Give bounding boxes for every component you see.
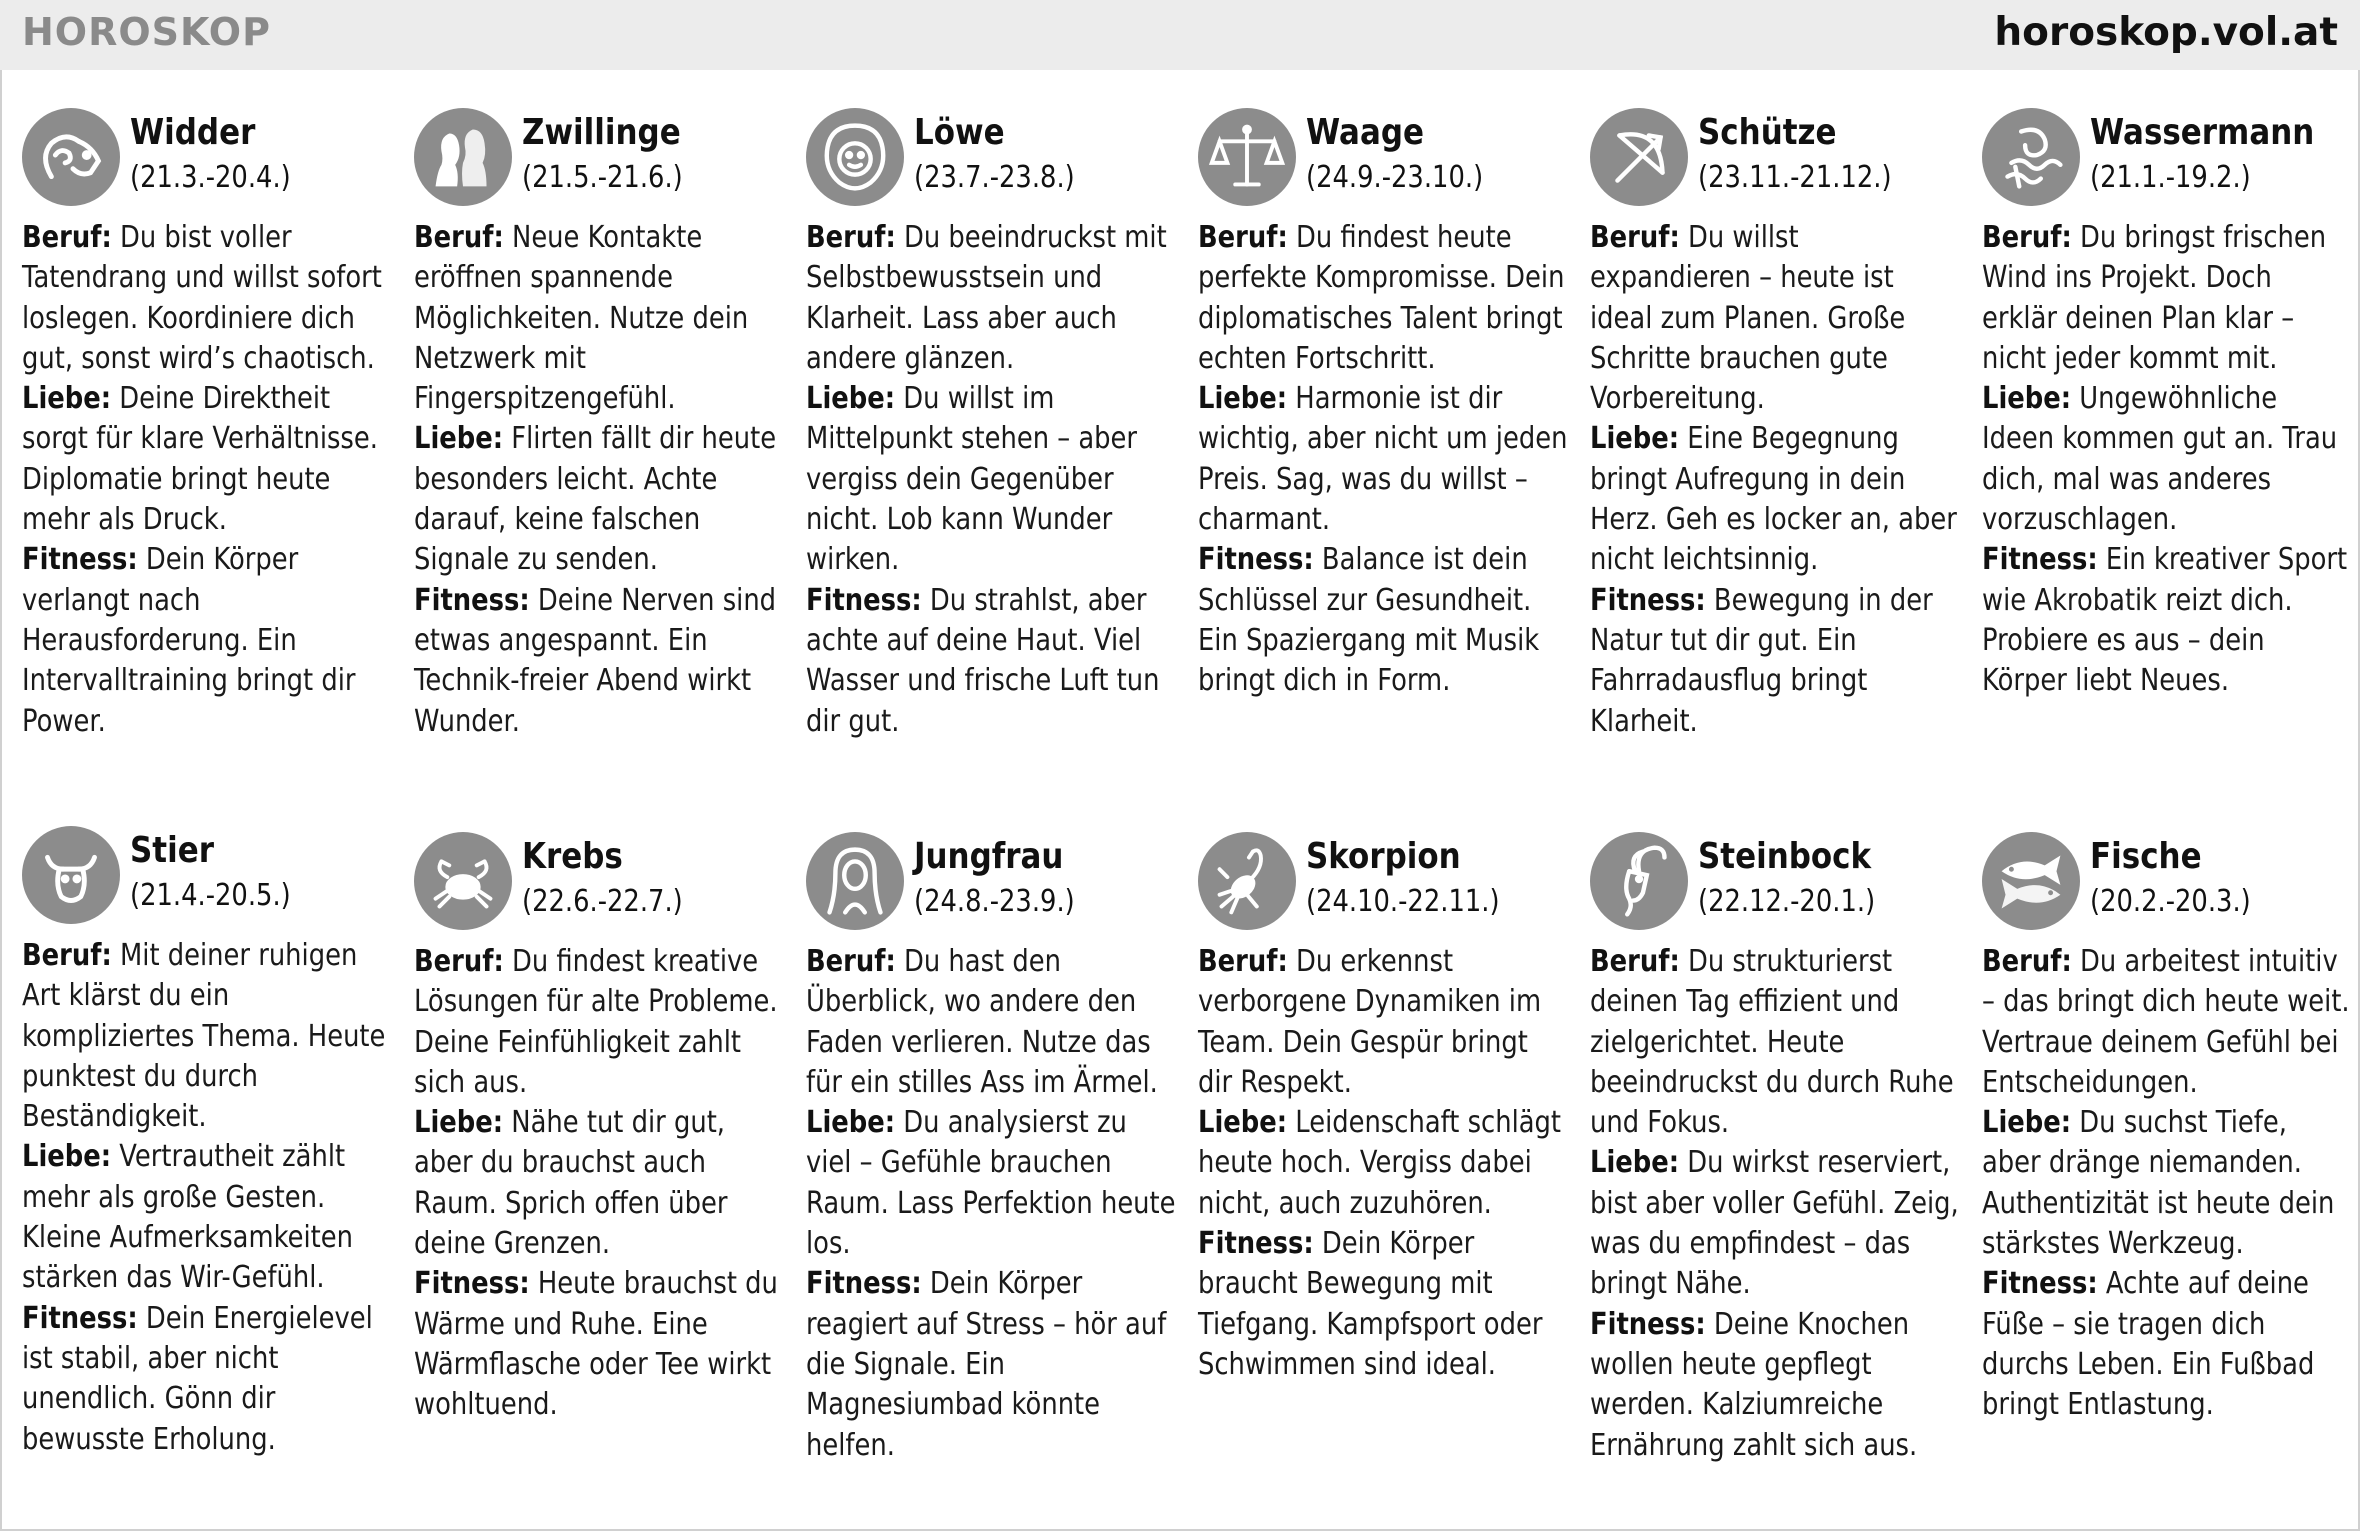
sign-name: Skorpion xyxy=(1306,836,1461,877)
sign-dates: (21.3.-20.4.) xyxy=(130,160,291,195)
header-bar xyxy=(0,0,2360,70)
sign-text xyxy=(1590,218,1960,742)
text-beruf: Du bist voller Tatendrang und willst sofort loslegen. Koordiniere dich gut, sonst wird’s chaotisch. xyxy=(22,220,382,376)
label-liebe: Liebe: xyxy=(806,381,896,417)
sign-text xyxy=(22,936,392,1460)
sign-dates: (24.9.-23.10.) xyxy=(1306,160,1484,195)
sign-name: Löwe xyxy=(914,112,1005,153)
text-liebe: Deine Direktheit sorgt für klare Verhältnisse. Diplomatie bringt heute mehr als Druck. xyxy=(22,381,378,538)
label-fitness: Fitness: xyxy=(1590,1306,1706,1342)
text-liebe: Eine Begegnung bringt Aufregung in dein Herz. Geh es locker an, aber nicht leichtsinnig. xyxy=(1590,421,1957,578)
label-beruf: Beruf: xyxy=(806,220,896,255)
sign-text xyxy=(414,218,784,742)
label-liebe: Liebe: xyxy=(806,1105,896,1141)
text-liebe: Ungewöhnliche Ideen kommen gut an. Trau dich, mal was anderes vorzuschlagen. xyxy=(1982,381,2338,538)
label-liebe: Liebe: xyxy=(22,381,112,417)
text-fitness: Deine Nerven sind etwas angespannt. Ein Technik-freier Abend wirkt Wunder. xyxy=(414,582,777,739)
sign-text xyxy=(414,942,784,1426)
text-liebe: Du willst im Mittelpunkt stehen – aber vergiss dein Gegenüber nicht. Lob kann Wunder wirken. xyxy=(806,381,1138,578)
sign-text xyxy=(1982,218,2352,702)
label-fitness: Fitness: xyxy=(22,542,138,578)
label-liebe: Liebe: xyxy=(1982,1105,2072,1141)
label-beruf: Beruf: xyxy=(1590,944,1680,979)
label-beruf: Beruf: xyxy=(1198,220,1288,255)
label-fitness: Fitness: xyxy=(22,1300,138,1336)
text-fitness: Ein kreativer Sport wie Akrobatik reizt dich. Probiere es aus – dein Körper liebt Neues. xyxy=(1982,542,2348,699)
label-liebe: Liebe: xyxy=(1590,421,1680,457)
sign-text xyxy=(806,942,1176,1466)
virgin-icon xyxy=(806,832,904,930)
text-fitness: Balance ist dein Schlüssel zur Gesundheit. Ein Spaziergang mit Musik bringt dich in Form. xyxy=(1198,542,1540,699)
text-beruf: Du findest kreative Lösungen für alte Probleme. Deine Feinfühligkeit zahlt sich aus. xyxy=(414,944,778,1100)
sign-dates: (24.10.-22.11.) xyxy=(1306,884,1500,919)
scales-icon xyxy=(1198,108,1296,206)
sign-dates: (22.12.-20.1.) xyxy=(1698,884,1876,919)
label-liebe: Liebe: xyxy=(1590,1145,1680,1181)
label-liebe: Liebe: xyxy=(1198,1105,1288,1141)
text-liebe: Leidenschaft schlägt heute hoch. Vergiss dabei nicht, auch zuzuhören. xyxy=(1198,1105,1562,1221)
fish-icon xyxy=(1982,832,2080,930)
text-beruf: Du willst expandieren – heute ist ideal zum Planen. Große Schritte brauchen gute Vorbereitung. xyxy=(1590,220,1906,417)
label-liebe: Liebe: xyxy=(1198,381,1288,417)
label-beruf: Beruf: xyxy=(1590,220,1680,255)
scorpion-icon xyxy=(1198,832,1296,930)
text-fitness: Dein Energielevel ist stabil, aber nicht unendlich. Gönn dir bewusste Erholung. xyxy=(22,1300,373,1457)
lion-icon xyxy=(806,108,904,206)
sign-dates: (20.2.-20.3.) xyxy=(2090,884,2251,919)
label-beruf: Beruf: xyxy=(1982,944,2072,979)
sign-name: Wassermann xyxy=(2090,112,2315,153)
water-bearer-icon xyxy=(1982,108,2080,206)
label-fitness: Fitness: xyxy=(414,582,530,618)
label-fitness: Fitness: xyxy=(1198,542,1314,578)
label-liebe: Liebe: xyxy=(414,1105,504,1141)
sign-text xyxy=(1198,942,1568,1385)
label-fitness: Fitness: xyxy=(1982,542,2098,578)
sign-name: Steinbock xyxy=(1698,836,1872,877)
text-fitness: Dein Körper reagiert auf Stress – hör auf die Signale. Ein Magnesiumbad könnte helfen. xyxy=(806,1266,1167,1463)
site-url[interactable]: horoskop.vol.at xyxy=(1994,10,2338,55)
sign-text xyxy=(1198,218,1568,702)
sign-name: Jungfrau xyxy=(914,836,1064,877)
text-fitness: Dein Körper braucht Bewegung mit Tiefgang. Kampfsport oder Schwimmen sind ideal. xyxy=(1198,1226,1543,1382)
label-beruf: Beruf: xyxy=(1982,220,2072,255)
label-fitness: Fitness: xyxy=(806,1266,922,1302)
label-beruf: Beruf: xyxy=(414,944,504,979)
text-liebe: Nähe tut dir gut, aber du brauchst auch Raum. Sprich offen über deine Grenzen. xyxy=(414,1105,728,1262)
crab-icon xyxy=(414,832,512,930)
sign-name: Schütze xyxy=(1698,112,1837,153)
text-fitness: Dein Körper verlangt nach Herausforderung. Ein Intervalltraining bringt dir Power. xyxy=(22,542,356,739)
archer-bow-icon xyxy=(1590,108,1688,206)
sign-dates: (23.7.-23.8.) xyxy=(914,160,1075,195)
text-liebe: Harmonie ist dir wichtig, aber nicht um jeden Preis. Sag, was du willst – charmant. xyxy=(1198,381,1568,538)
text-beruf: Du arbeitest intuitiv – das bringt dich heute weit. Vertraue deinem Gefühl bei Entscheidungen. xyxy=(1982,944,2350,1100)
text-liebe: Du analysierst zu viel – Gefühle brauchen Raum. Lass Perfektion heute los. xyxy=(806,1105,1176,1262)
sign-dates: (22.6.-22.7.) xyxy=(522,884,683,919)
text-fitness: Achte auf deine Füße – sie tragen dich durchs Leben. Ein Fußbad bringt Entlastung. xyxy=(1982,1266,2315,1423)
sign-dates: (21.1.-19.2.) xyxy=(2090,160,2251,195)
sign-dates: (21.4.-20.5.) xyxy=(130,878,291,913)
label-liebe: Liebe: xyxy=(1982,381,2072,417)
label-beruf: Beruf: xyxy=(22,938,112,973)
text-beruf: Du bringst frischen Wind ins Projekt. Doch erklär deinen Plan klar – nicht jeder kommt mit. xyxy=(1982,220,2327,376)
text-beruf: Neue Kontakte eröffnen spannende Möglichkeiten. Nutze dein Netzwerk mit Fingerspitzengefühl. xyxy=(414,220,749,417)
frame-left-border xyxy=(0,70,2,1531)
label-beruf: Beruf: xyxy=(22,220,112,255)
sign-dates: (24.8.-23.9.) xyxy=(914,884,1075,919)
sign-name: Krebs xyxy=(522,836,623,877)
sign-text xyxy=(1982,942,2352,1426)
text-beruf: Du erkennst verborgene Dynamiken im Team. Dein Gespür bringt dir Respekt. xyxy=(1198,944,1542,1100)
text-fitness: Deine Knochen wollen heute gepflegt werden. Kalziumreiche Ernährung zahlt sich aus. xyxy=(1590,1306,1918,1463)
sign-name: Zwillinge xyxy=(522,112,681,153)
sign-text xyxy=(806,218,1176,742)
label-fitness: Fitness: xyxy=(806,582,922,618)
label-beruf: Beruf: xyxy=(806,944,896,979)
sign-dates: (23.11.-21.12.) xyxy=(1698,160,1892,195)
ram-icon xyxy=(22,108,120,206)
label-liebe: Liebe: xyxy=(22,1139,112,1175)
sign-name: Fische xyxy=(2090,836,2202,877)
text-beruf: Du strukturierst deinen Tag effizient und zielgerichtet. Heute beeindruckst du durch Ruhe und Fokus. xyxy=(1590,944,1954,1141)
text-beruf: Mit deiner ruhigen Art klärst du ein kompliziertes Thema. Heute punktest du durch Beständigkeit. xyxy=(22,938,386,1135)
sign-text xyxy=(22,218,392,742)
label-beruf: Beruf: xyxy=(414,220,504,255)
label-fitness: Fitness: xyxy=(1198,1226,1314,1262)
text-liebe: Flirten fällt dir heute besonders leicht. Achte darauf, keine falschen Signale zu senden. xyxy=(414,421,777,578)
text-beruf: Du findest heute perfekte Kompromisse. Dein diplomatisches Talent bringt echten Fortschritt. xyxy=(1198,220,1565,376)
text-fitness: Bewegung in der Natur tut dir gut. Ein Fahrradausflug bringt Klarheit. xyxy=(1590,582,1933,739)
label-fitness: Fitness: xyxy=(414,1266,530,1302)
label-liebe: Liebe: xyxy=(414,421,504,457)
page-title: HOROSKOP xyxy=(22,10,271,54)
text-liebe: Vertrautheit zählt mehr als große Gesten. Kleine Aufmerksamkeiten stärken das Wir-Gefühl. xyxy=(22,1139,353,1296)
text-fitness: Heute brauchst du Wärme und Ruhe. Eine Wärmflasche oder Tee wirkt wohltuend. xyxy=(414,1266,778,1423)
text-beruf: Du hast den Überblick, wo andere den Faden verlieren. Nutze das für ein stilles Ass im Ärmel. xyxy=(806,944,1158,1100)
text-liebe: Du suchst Tiefe, aber dränge niemanden. Authentizität ist heute dein stärkstes Werkzeug. xyxy=(1982,1105,2335,1262)
sign-name: Waage xyxy=(1306,112,1424,153)
text-liebe: Du wirkst reserviert, bist aber voller Gefühl. Zeig, was du empfindest – das bringt Nähe. xyxy=(1590,1145,1959,1302)
sign-name: Stier xyxy=(130,830,214,871)
label-fitness: Fitness: xyxy=(1982,1266,2098,1302)
sign-text xyxy=(1590,942,1960,1466)
text-fitness: Du strahlst, aber achte auf deine Haut. Viel Wasser und frische Luft tun dir gut. xyxy=(806,582,1160,739)
twins-icon xyxy=(414,108,512,206)
bull-icon xyxy=(22,826,120,924)
text-beruf: Du beeindruckst mit Selbstbewusstsein und Klarheit. Lass aber auch andere glänzen. xyxy=(806,220,1167,376)
label-beruf: Beruf: xyxy=(1198,944,1288,979)
label-fitness: Fitness: xyxy=(1590,582,1706,618)
sign-name: Widder xyxy=(130,112,256,153)
goat-icon xyxy=(1590,832,1688,930)
sign-dates: (21.5.-21.6.) xyxy=(522,160,683,195)
